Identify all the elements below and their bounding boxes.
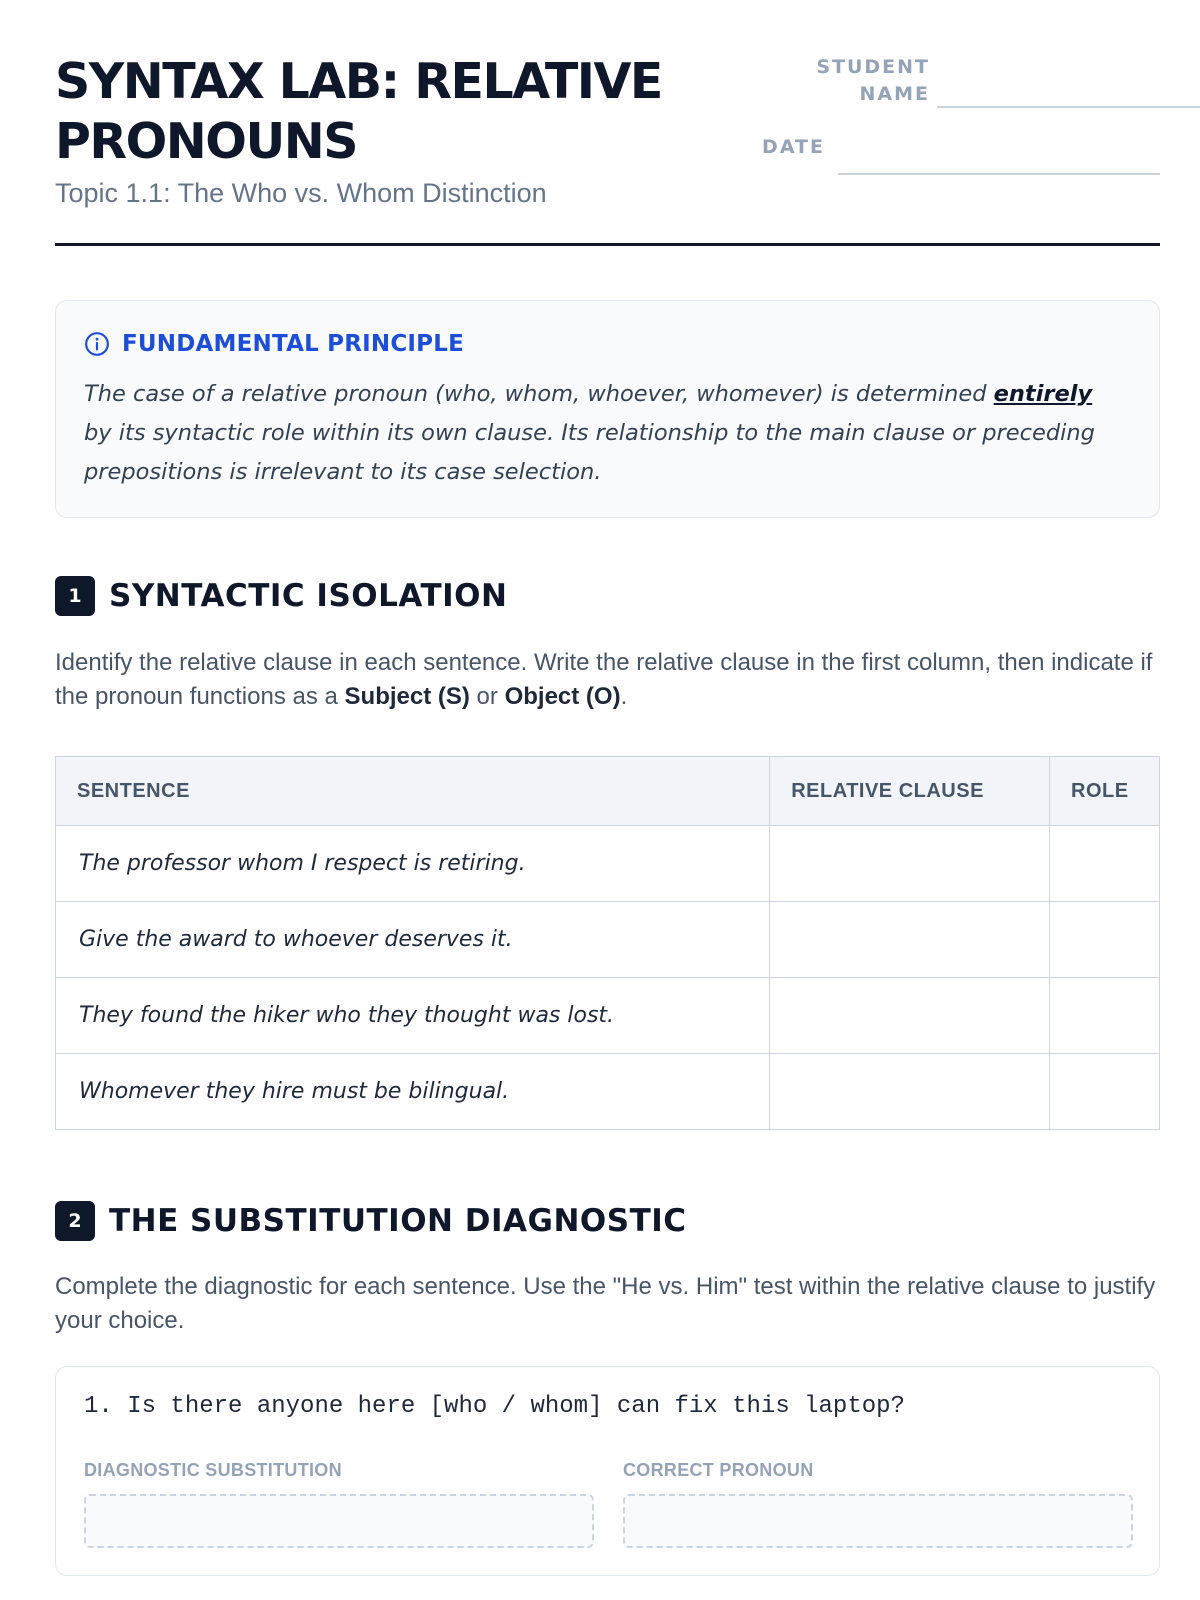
role-answer-cell[interactable] <box>1050 826 1160 902</box>
table-row <box>56 978 1160 1054</box>
section-number-badge: 1 <box>55 576 95 616</box>
student-name-label <box>755 54 930 108</box>
object-term: Object (O) <box>504 683 621 710</box>
worksheet-page <box>55 0 1160 1480</box>
diagnostic-prompt: 1. Is there anyone here [who / whom] can fix this laptop? <box>84 1393 905 1420</box>
principle-callout <box>55 300 1160 518</box>
principle-text-part: The case of a relative pronoun (who, whom, whoever, whomever) is determined <box>84 381 994 407</box>
diagnostic-item-card <box>55 1366 1160 1576</box>
principle-text <box>84 375 1124 492</box>
table-row <box>56 826 1160 902</box>
table-header-row <box>56 757 1160 826</box>
principle-title: FUNDAMENTAL PRINCIPLE <box>122 331 464 357</box>
section-2-instructions: Complete the diagnostic for each sentence. Use the "He vs. Him" test within the relative clause to justify your choice. <box>55 1273 1156 1334</box>
correct-pronoun-label: CORRECT PRONOUN <box>623 1460 814 1480</box>
sentence-cell: They found the hiker who they thought was lost. <box>56 978 770 1054</box>
column-header-sentence: SENTENCE <box>56 757 770 826</box>
info-icon <box>84 331 110 357</box>
role-answer-cell[interactable] <box>1050 978 1160 1054</box>
worksheet-header <box>55 0 1160 246</box>
column-header-role: ROLE <box>1050 757 1160 826</box>
diagnostic-substitution-label: DIAGNOSTIC SUBSTITUTION <box>84 1460 342 1480</box>
date-field[interactable] <box>838 173 1160 175</box>
date-label: DATE <box>762 136 825 158</box>
section-1-instructions <box>55 646 1160 714</box>
sentence-cell: Give the award to whoever deserves it. <box>56 902 770 978</box>
relative-clause-answer-cell[interactable] <box>770 902 1050 978</box>
student-name-field[interactable] <box>937 106 1200 108</box>
principle-text-part: by its syntactic role within its own clause. Its relationship to the main clause or preceding prepositions is irrelevant to its case selection. <box>84 420 1095 485</box>
diagnostic-substitution-input[interactable] <box>84 1494 594 1548</box>
column-header-relative-clause: RELATIVE CLAUSE <box>770 757 1050 826</box>
section-1-heading <box>55 576 507 616</box>
role-answer-cell[interactable] <box>1050 1054 1160 1130</box>
student-label-line2: NAME <box>859 83 930 105</box>
relative-clause-answer-cell[interactable] <box>770 1054 1050 1130</box>
section-title: SYNTACTIC ISOLATION <box>109 578 508 614</box>
table-row <box>56 902 1160 978</box>
page-subtitle: Topic 1.1: The Who vs. Whom Distinction <box>55 178 547 208</box>
instruction-text: Identify the relative clause in each sentence. Write the relative clause in the first column, then indicate if the pronoun functions as a <box>55 649 1153 710</box>
sentence-cell: Whomever they hire must be bilingual. <box>56 1054 770 1130</box>
correct-pronoun-input[interactable] <box>623 1494 1133 1548</box>
student-label-line1: STUDENT <box>816 56 930 78</box>
instruction-text: . <box>620 683 628 710</box>
table-row <box>56 1054 1160 1130</box>
section-number-badge: 2 <box>55 1201 95 1241</box>
instruction-text: or <box>469 683 505 710</box>
syntactic-isolation-table <box>55 756 1160 1130</box>
subject-term: Subject (S) <box>344 683 470 710</box>
relative-clause-answer-cell[interactable] <box>770 826 1050 902</box>
principle-heading <box>84 331 464 357</box>
section-title: THE SUBSTITUTION DIAGNOSTIC <box>109 1203 687 1239</box>
principle-emphasis: entirely <box>993 381 1093 407</box>
relative-clause-answer-cell[interactable] <box>770 978 1050 1054</box>
role-answer-cell[interactable] <box>1050 902 1160 978</box>
section-2-heading <box>55 1201 687 1241</box>
page-title: SYNTAX LAB: RELATIVE PRONOUNS <box>55 53 662 170</box>
sentence-cell: The professor whom I respect is retiring. <box>56 826 770 902</box>
